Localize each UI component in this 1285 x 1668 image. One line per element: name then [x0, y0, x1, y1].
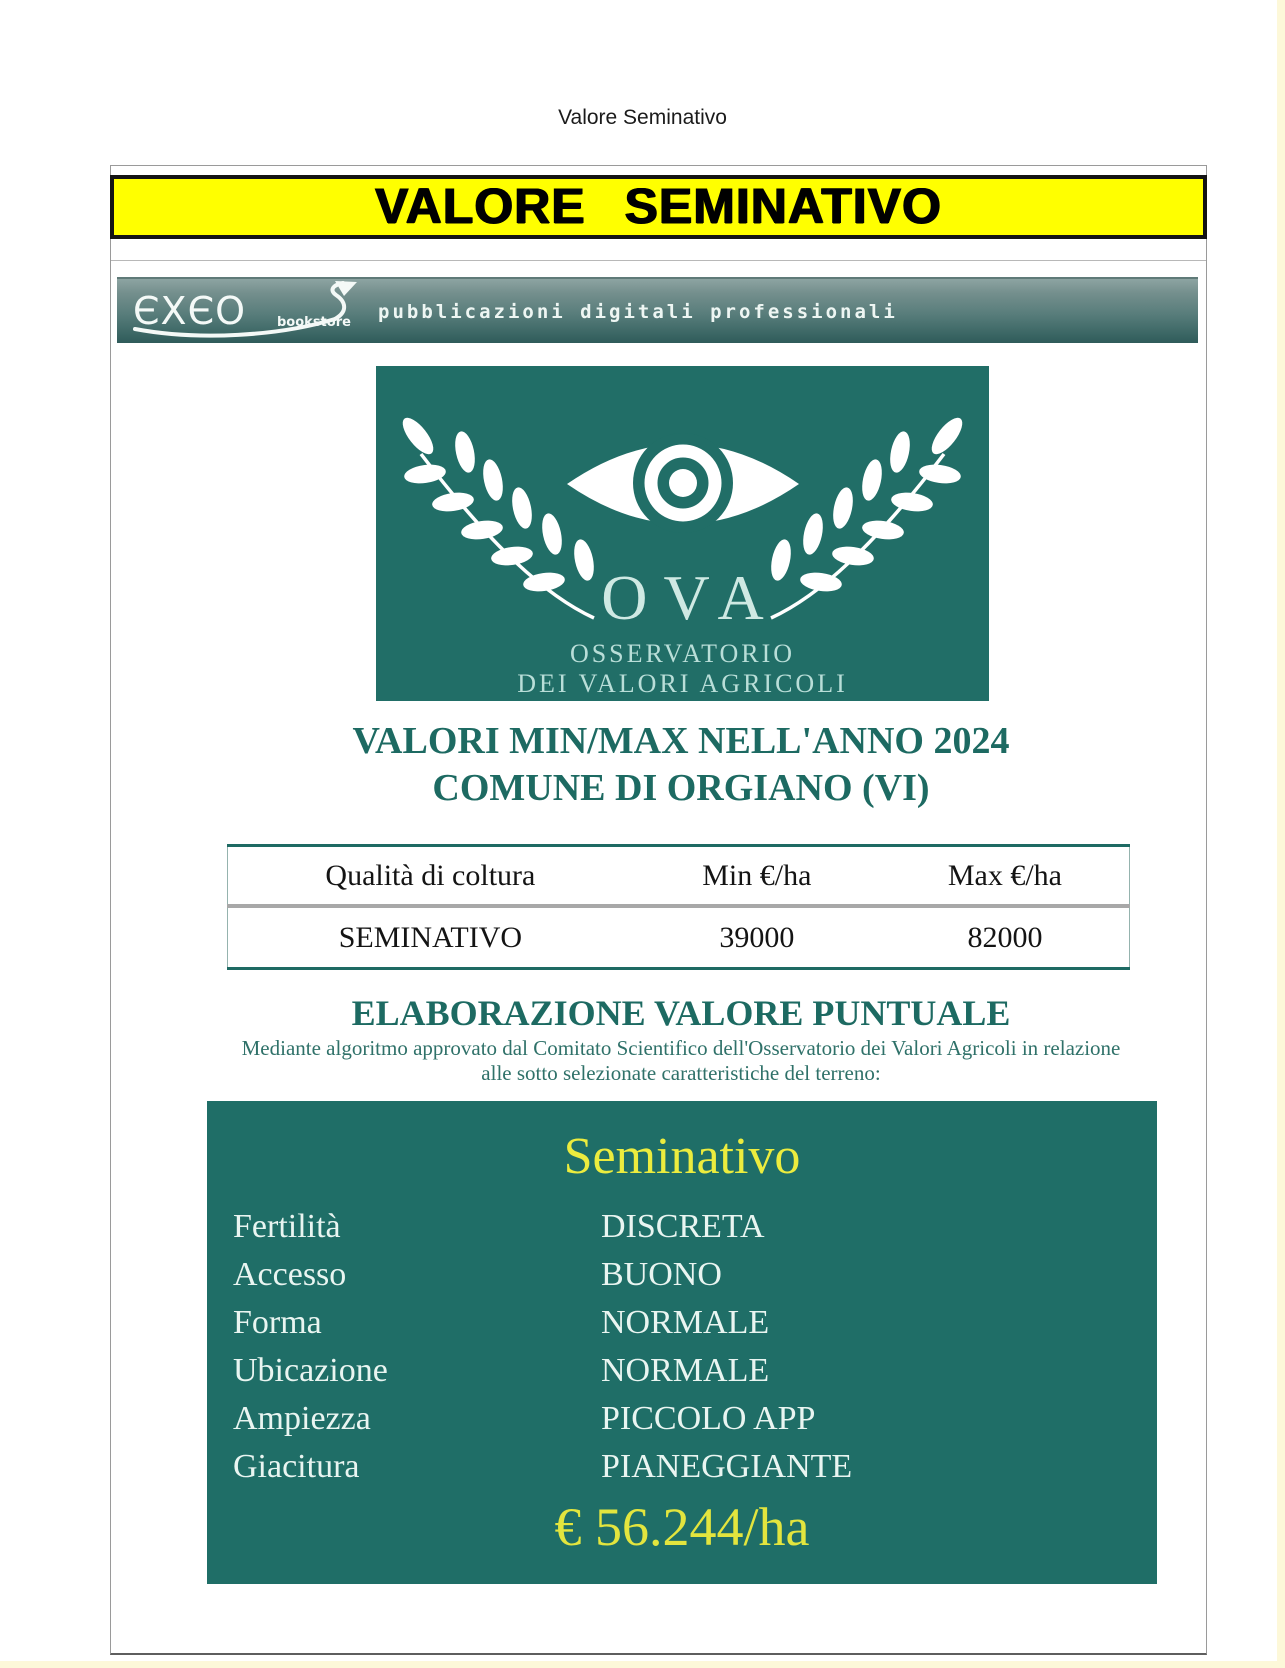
char-label: Accesso	[233, 1256, 347, 1293]
section-headings	[131, 718, 1231, 812]
ova-acronym: OVA	[601, 562, 780, 633]
heading-year: VALORI MIN/MAX NELL'ANNO 2024	[352, 720, 1010, 762]
title-banner	[110, 175, 1207, 239]
elaborazione-subtitle-line2: alle sotto selezionate caratteristiche del terreno:	[481, 1061, 881, 1085]
result-value: € 56.244/ha	[554, 1497, 810, 1557]
col-header-qualita: Qualità di coltura	[228, 846, 633, 907]
exeo-logo-text: ЄXЄO	[133, 289, 247, 333]
elaborazione-subtitle	[131, 1036, 1231, 1086]
characteristic-row	[207, 1203, 1157, 1251]
char-label: Ubicazione	[233, 1352, 388, 1389]
ova-name-line1: OSSERVATORIO	[569, 639, 796, 668]
elaborazione-title: ELABORAZIONE VALORE PUNTUALE	[351, 993, 1011, 1033]
exeo-logo	[129, 279, 379, 345]
table-row	[228, 906, 1130, 969]
characteristic-row	[207, 1251, 1157, 1299]
char-value: DISCRETA	[601, 1208, 765, 1245]
char-label: Giacitura	[233, 1448, 360, 1485]
col-header-max: Max €/ha	[881, 846, 1130, 907]
characteristic-row	[207, 1347, 1157, 1395]
characteristic-row	[207, 1443, 1157, 1491]
characteristics-list	[207, 1203, 1157, 1491]
char-label: Forma	[233, 1304, 322, 1341]
publisher-tagline: pubblicazioni digitali professionali	[378, 301, 898, 323]
char-label: Ampiezza	[233, 1400, 371, 1437]
exeo-logo-subtext: bookstore	[277, 315, 351, 330]
char-value: PICCOLO APP	[601, 1400, 816, 1437]
minmax-table	[227, 844, 1130, 970]
char-value: BUONO	[601, 1256, 722, 1293]
page-edge-right	[1277, 0, 1285, 1668]
table-header-row	[228, 846, 1130, 907]
char-value: PIANEGGIANTE	[601, 1448, 853, 1485]
char-value: NORMALE	[601, 1304, 770, 1341]
characteristic-row	[207, 1299, 1157, 1347]
char-label: Fertilità	[233, 1208, 341, 1245]
banner-title: VALORE SEMINATIVO	[375, 178, 942, 234]
characteristic-row	[207, 1395, 1157, 1443]
cell-coltura: SEMINATIVO	[338, 920, 523, 954]
ova-name-line2: DEI VALORI AGRICOLI	[517, 669, 848, 698]
divider-line	[111, 260, 1206, 261]
elaborazione-subtitle-line1: Mediante algoritmo approvato dal Comitato Scientifico dell'Osservatorio dei Valori Agricoli in relazione	[241, 1036, 1121, 1060]
print-header-text: Valore Seminativo	[558, 106, 727, 129]
col-header-min: Min €/ha	[633, 846, 881, 907]
panel-title: Seminativo	[563, 1128, 801, 1185]
heading-comune: COMUNE DI ORGIANO (VI)	[432, 767, 930, 809]
cell-min: 39000	[719, 920, 795, 954]
page-container	[110, 165, 1207, 1655]
seminativo-panel	[207, 1101, 1157, 1584]
ova-logo-box	[376, 366, 989, 701]
cell-max: 82000	[967, 920, 1043, 954]
publisher-bar	[117, 277, 1198, 343]
char-value: NORMALE	[601, 1352, 770, 1389]
page-edge-bottom	[0, 1661, 1285, 1668]
